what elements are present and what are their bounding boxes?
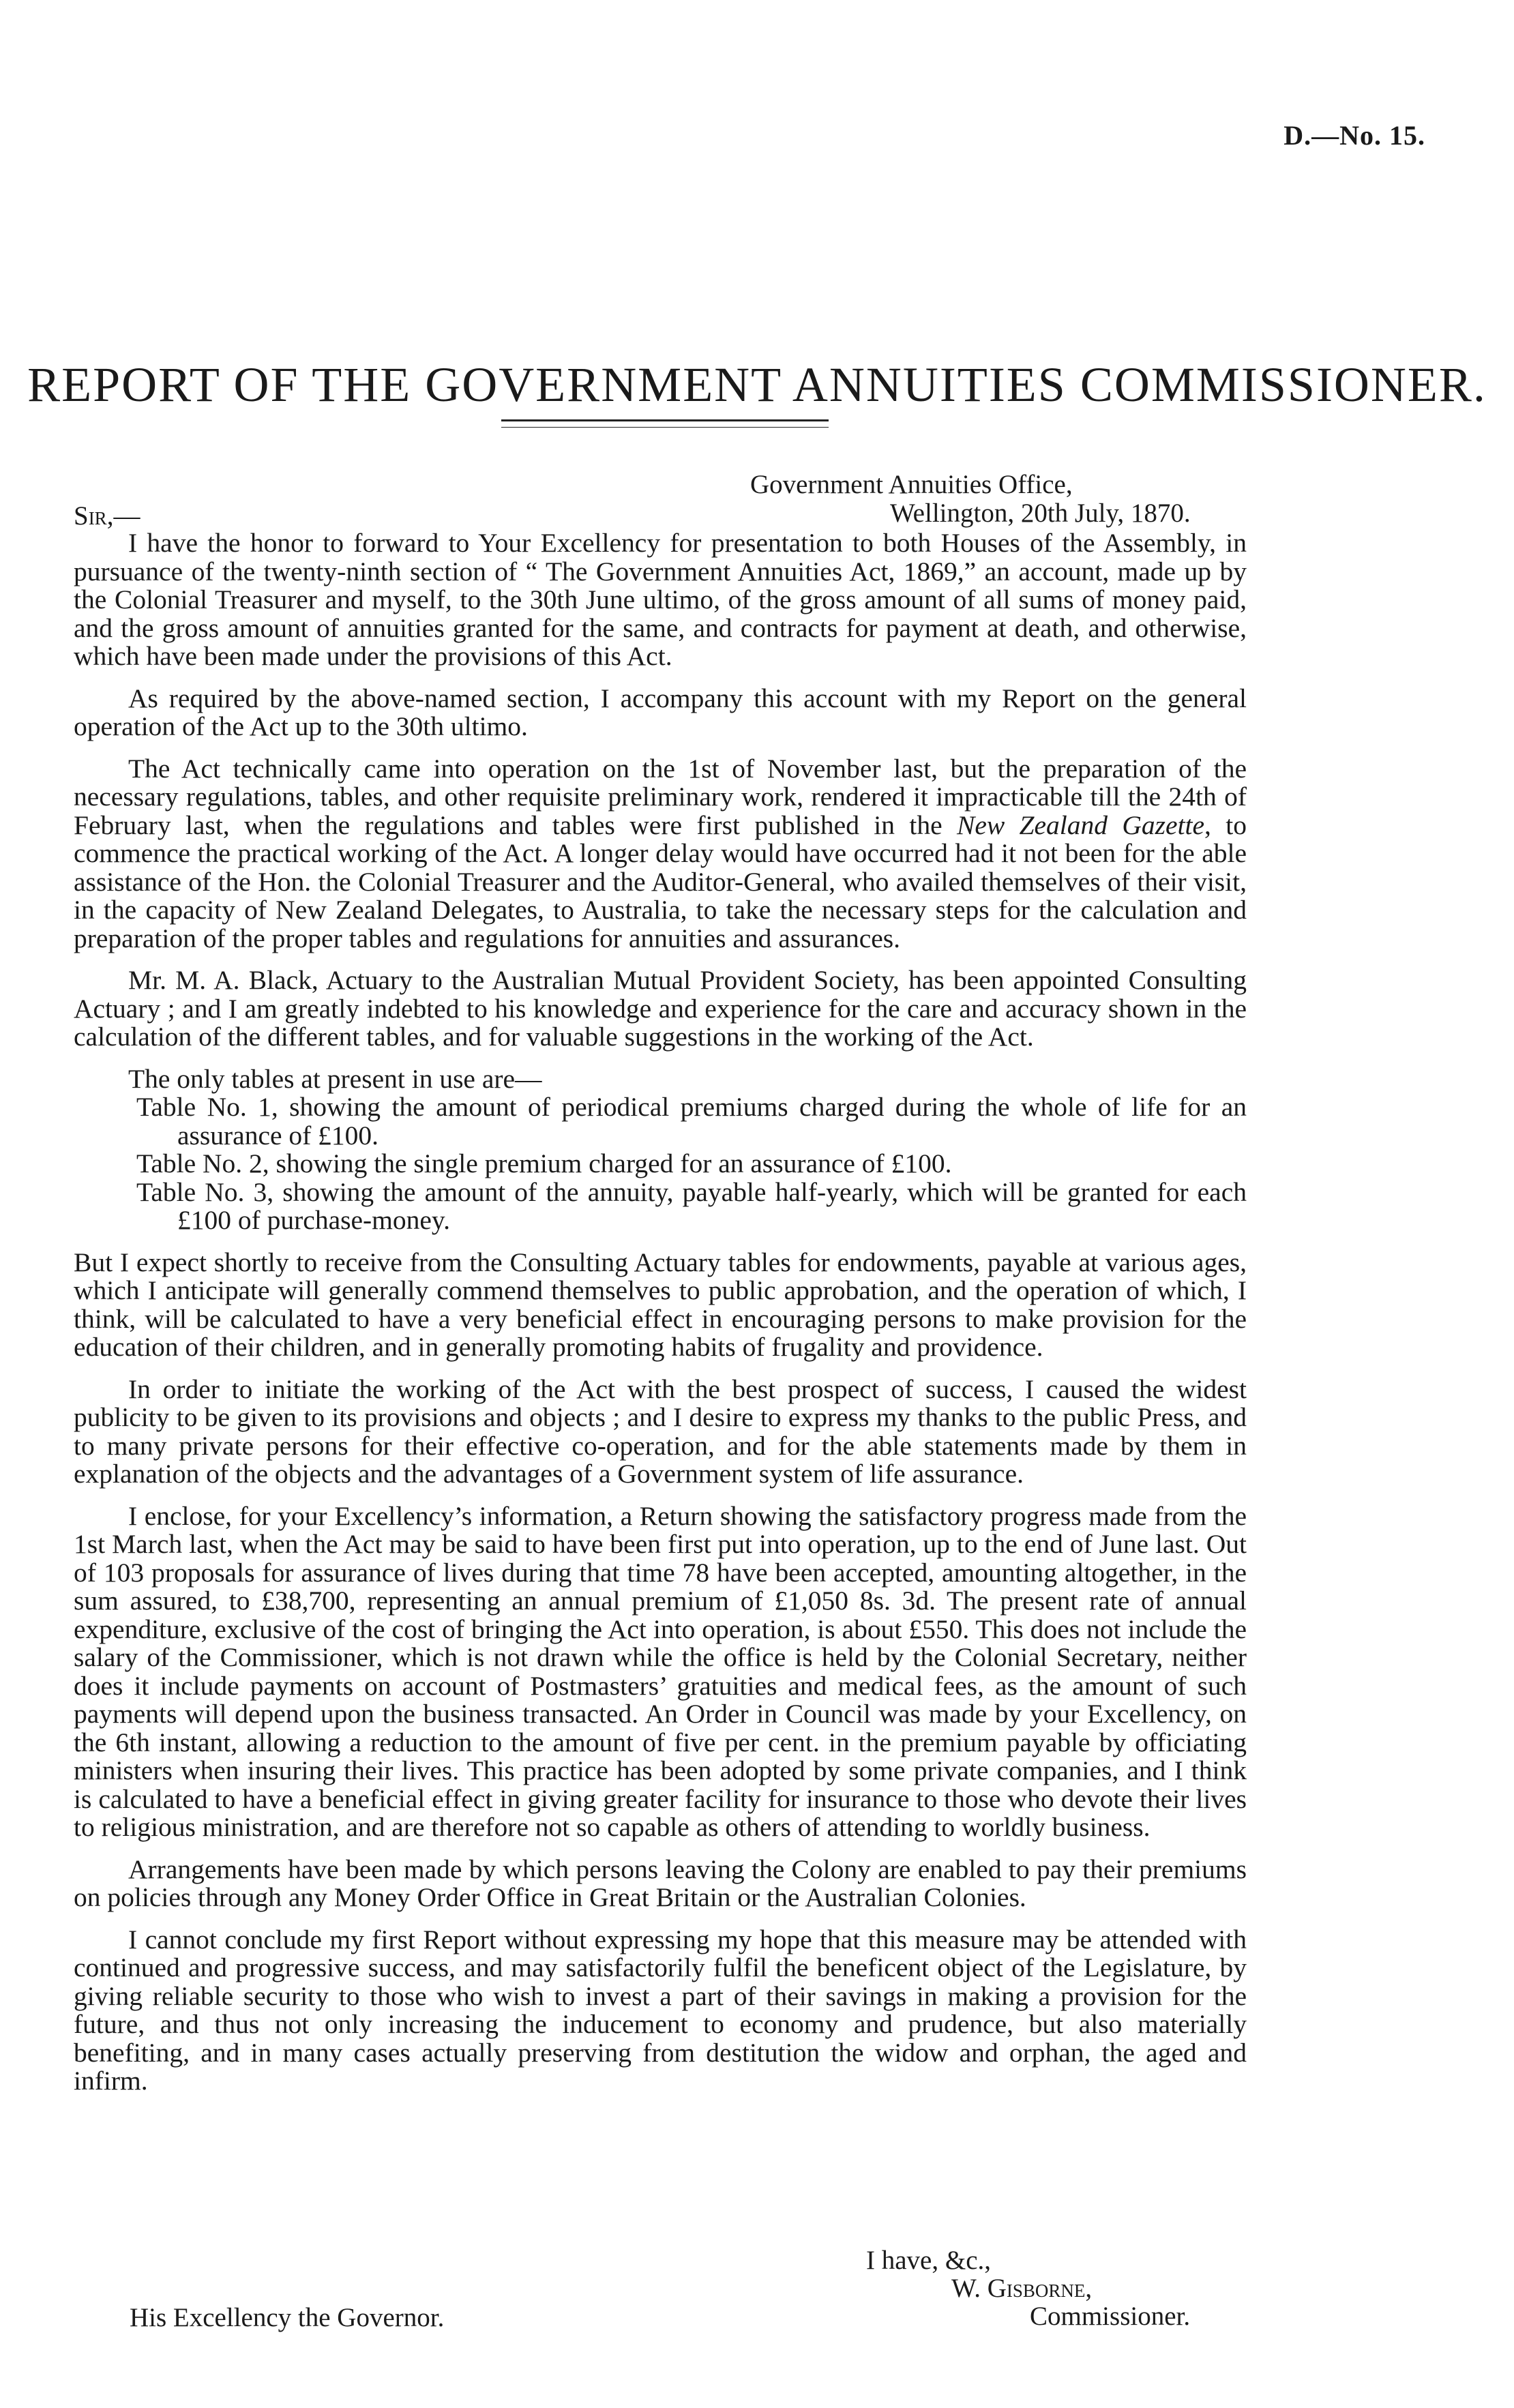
tables-intro: The only tables at present in use are—	[128, 1063, 542, 1094]
table-item-3: Table No. 3, showing the amount of the annuity, payable half-yearly, which will be granted for each £100 of purchase-money.	[136, 1176, 1247, 1235]
paragraph-4: Mr. M. A. Black, Actuary to the Australian Mutual Provident Society, has been appointed Consulting Actuary ; and I am greatly indebted to his knowledge and experience for the care and accuracy shown in the calculation of the different tables, and for valuable suggestions in the working of the Act.	[74, 965, 1247, 1052]
table-item-1: Table No. 1, showing the amount of periodical premiums charged during the whole of life for an assurance of £100.	[136, 1092, 1247, 1150]
paragraph-7: In order to initiate the working of the Act with the best prospect of success, I caused the widest publicity to be given to its provisions and objects ; and I desire to express my thanks to the public Press, and to many private persons for their effective co-operation, and for the able statements made by them in explanation of the objects and the advantages of a Government system of life assurance.	[74, 1373, 1247, 1489]
paragraph-10: I cannot conclude my first Report without expressing my hope that this measure may be attended with continued and progressive success, and may satisfactorily fulfil the beneficent object of the Legislature, by giving reliable security to those who wish to invest a part of their savings in making a provision for the future, and thus not only increasing the inducement to economy and prudence, but also materially benefiting, and in many cases actually preserving from destitution the widow and orphan, the aged and infirm.	[74, 1924, 1247, 2096]
paragraph-3-part-b: , to commence the practical working of the Act. A longer delay would have occurred had it not been for the able assistance of the Hon. the Colonial Treasurer and the Auditor-General, who availed themselves of their visit, in the capacity of New Zealand Delegates, to Australia, to take the necessary steps for the calculation and preparation of the proper tables and regulations for annuities and assurances.	[74, 809, 1247, 953]
addressee: His Excellency the Governor.	[130, 2303, 445, 2332]
signatory-role: Commissioner.	[1030, 2302, 1191, 2331]
letter-closing	[866, 2246, 1275, 2330]
date-line: Wellington, 20th July, 1870.	[890, 499, 1191, 528]
office-line: Government Annuities Office,	[750, 470, 1073, 499]
letter-body	[74, 529, 1247, 2109]
paragraph-3	[74, 755, 1247, 953]
paragraph-2: As required by the above-named section, I accompany this account with my Report on the general operation of the Act up to the 30th ultimo.	[74, 683, 1247, 741]
paragraph-9: Arrangements have been made by which persons leaving the Colony are enabled to pay their premiums on policies through any Money Order Office in Great Britain or the Australian Colonies.	[74, 1854, 1247, 1912]
paragraph-6: But I expect shortly to receive from the Consulting Actuary tables for endowments, payable at various ages, which I anticipate will generally commend themselves to public approbation, and the operation of which, I think, will be calculated to have a very beneficial effect in encouraging persons to make provision for the education of their children, and in generally promoting habits of frugality and providence.	[74, 1247, 1247, 1362]
title-divider	[501, 419, 829, 428]
table-item-2: Table No. 2, showing the single premium charged for an assurance of £100.	[136, 1148, 952, 1178]
letter-heading	[750, 471, 1228, 528]
signature: W. Gisborne,	[951, 2274, 1093, 2303]
page-title: REPORT OF THE GOVERNMENT ANNUITIES COMMISSIONER.	[27, 357, 1487, 413]
closing-line: I have, &c.,	[866, 2246, 992, 2275]
document-reference: D.—No. 15.	[1283, 120, 1425, 151]
salutation: Sir,—	[74, 501, 140, 531]
paragraph-8: I enclose, for your Excellency’s information, a Return showing the satisfactory progress made from the 1st March last, when the Act may be said to have been first put into operation, up to the end of June last. Out of 103 proposals for assurance of lives during that time 78 have been accepted, amounting altogether, in the sum assured, to £38,700, representing an annual premium of £1,050 8s. 3d. The present rate of annual expenditure, exclusive of the cost of bringing the Act into operation, is about £550. This does not include the salary of the Commissioner, which is not drawn while the office is held by the Colonial Secretary, neither does it include payments on account of Postmasters’ gratuities and medical fees, as the amount of such payments will depend upon the business transacted. An Order in Council was made by your Excellency, on the 6th instant, allowing a reduction to the amount of five per cent. in the premium payable by officiating ministers when insuring their lives. This practice has been adopted by some private companies, and I think is calculated to have a beneficial effect in giving greater facility for insurance to those who devote their lives to religious ministration, and are therefore not so capable as others of attending to worldly business.	[74, 1500, 1247, 1842]
paragraph-1: I have the honor to forward to Your Excellency for presentation to both Houses of the Assembly, in pursuance of the twenty-ninth section of “ The Government Annuities Act, 1869,” an account, made up by the Colonial Treasurer and myself, to the 30th June ultimo, of the gross amount of all sums of money paid, and the gross amount of annuities granted for the same, and contracts for payment at death, and otherwise, which have been made under the provisions of this Act.	[74, 528, 1247, 671]
gazette-title: New Zealand Gazette	[956, 809, 1205, 840]
paragraph-3-part-a: The Act technically came into operation on the 1st of November last, but the preparation of the necessary regulations, tables, and other requisite preliminary work, rendered it impracticable till the 24th of February last, when the regulations and tables were first published in the	[74, 753, 1247, 840]
